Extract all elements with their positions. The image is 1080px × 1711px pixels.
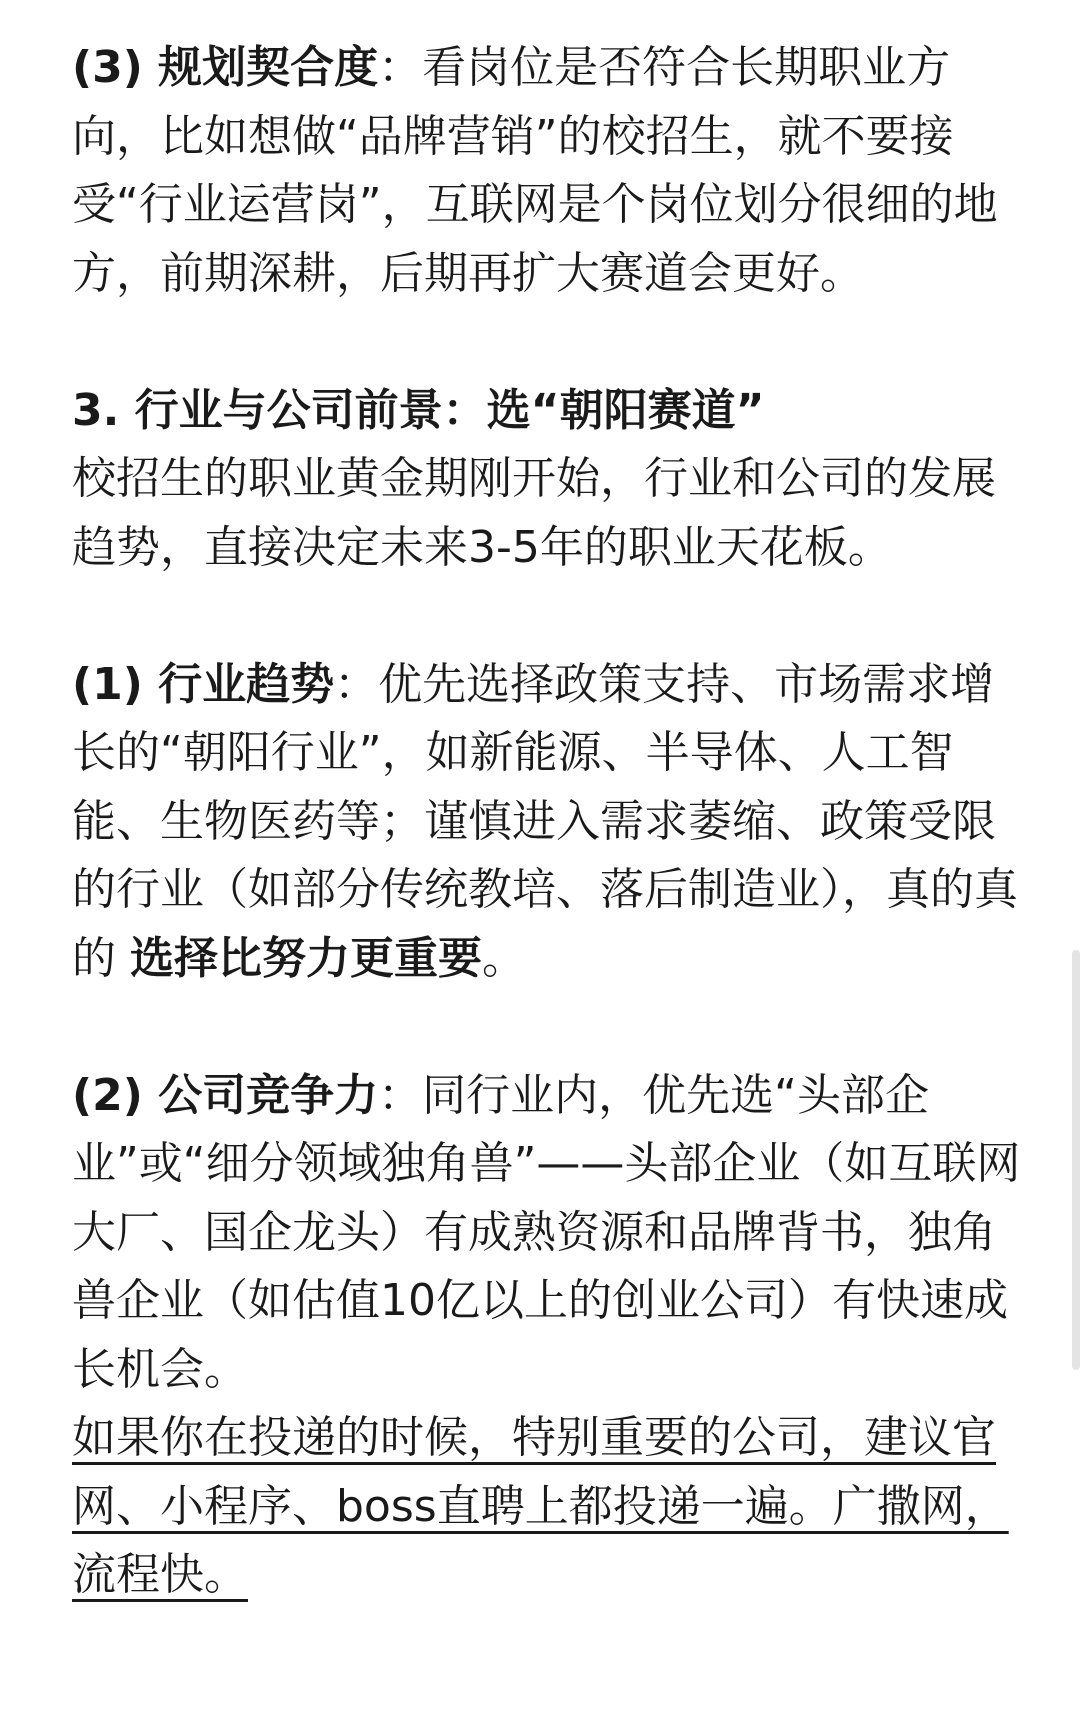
item-body-planning-fit: 看岗位是否符合长期职业方向，比如想做“品牌营销”的校招生，就不要接受“行业运营岗”，互联网是个岗位划分很细的地方，前期深耕，后期再扩大赛道会更好。	[72, 42, 998, 299]
paragraph-spacer	[72, 993, 1022, 1062]
paragraph-tip	[72, 1404, 1022, 1610]
underlined-tip: 如果你在投递的时候，特别重要的公司，建议官网、小程序、boss直聘上都投递一遍。广撒网，流程快。	[72, 1412, 1009, 1600]
label-colon: ：	[378, 1069, 423, 1121]
label-colon: ：	[334, 658, 379, 710]
paragraph-company-competitiveness	[72, 1062, 1022, 1405]
sentence-end: 。	[482, 932, 526, 984]
label-colon: ：	[378, 42, 423, 93]
section-intro: 校招生的职业黄金期刚开始，行业和公司的发展趋势，直接决定未来3-5年的职业天花板。	[72, 453, 996, 573]
emphasis-text: 选择比努力更重要	[130, 932, 482, 984]
item-body-company-competitiveness: 同行业内，优先选“头部企业”或“细分领域独角兽”——头部企业（如互联网大厂、国企龙头）有成熟资源和品牌背书，独角兽企业（如估值10亿以上的创业公司）有快速成长机会。	[72, 1069, 1021, 1395]
item-label-industry-trend: (1) 行业趋势	[72, 658, 335, 710]
scrollbar[interactable]	[1072, 950, 1080, 1370]
item-label-company-competitiveness: (2) 公司竞争力	[72, 1069, 379, 1121]
item-label-planning-fit: (3) 规划契合度	[72, 42, 379, 93]
paragraph-spacer	[72, 582, 1022, 651]
paragraph-planning-fit	[72, 34, 1022, 308]
article-body	[72, 34, 1022, 1610]
section-heading: 3. 行业与公司前景：选“朝阳赛道”	[72, 384, 765, 436]
paragraph-spacer	[72, 308, 1022, 377]
paragraph-industry-trend	[72, 651, 1022, 994]
item-body-industry-trend: 优先选择政策支持、市场需求增长的“朝阳行业”，如新能源、半导体、人工智能、生物医药等；谨慎进入需求萎缩、政策受限的行业（如部分传统教培、落后制造业），真的真的	[72, 658, 1018, 984]
